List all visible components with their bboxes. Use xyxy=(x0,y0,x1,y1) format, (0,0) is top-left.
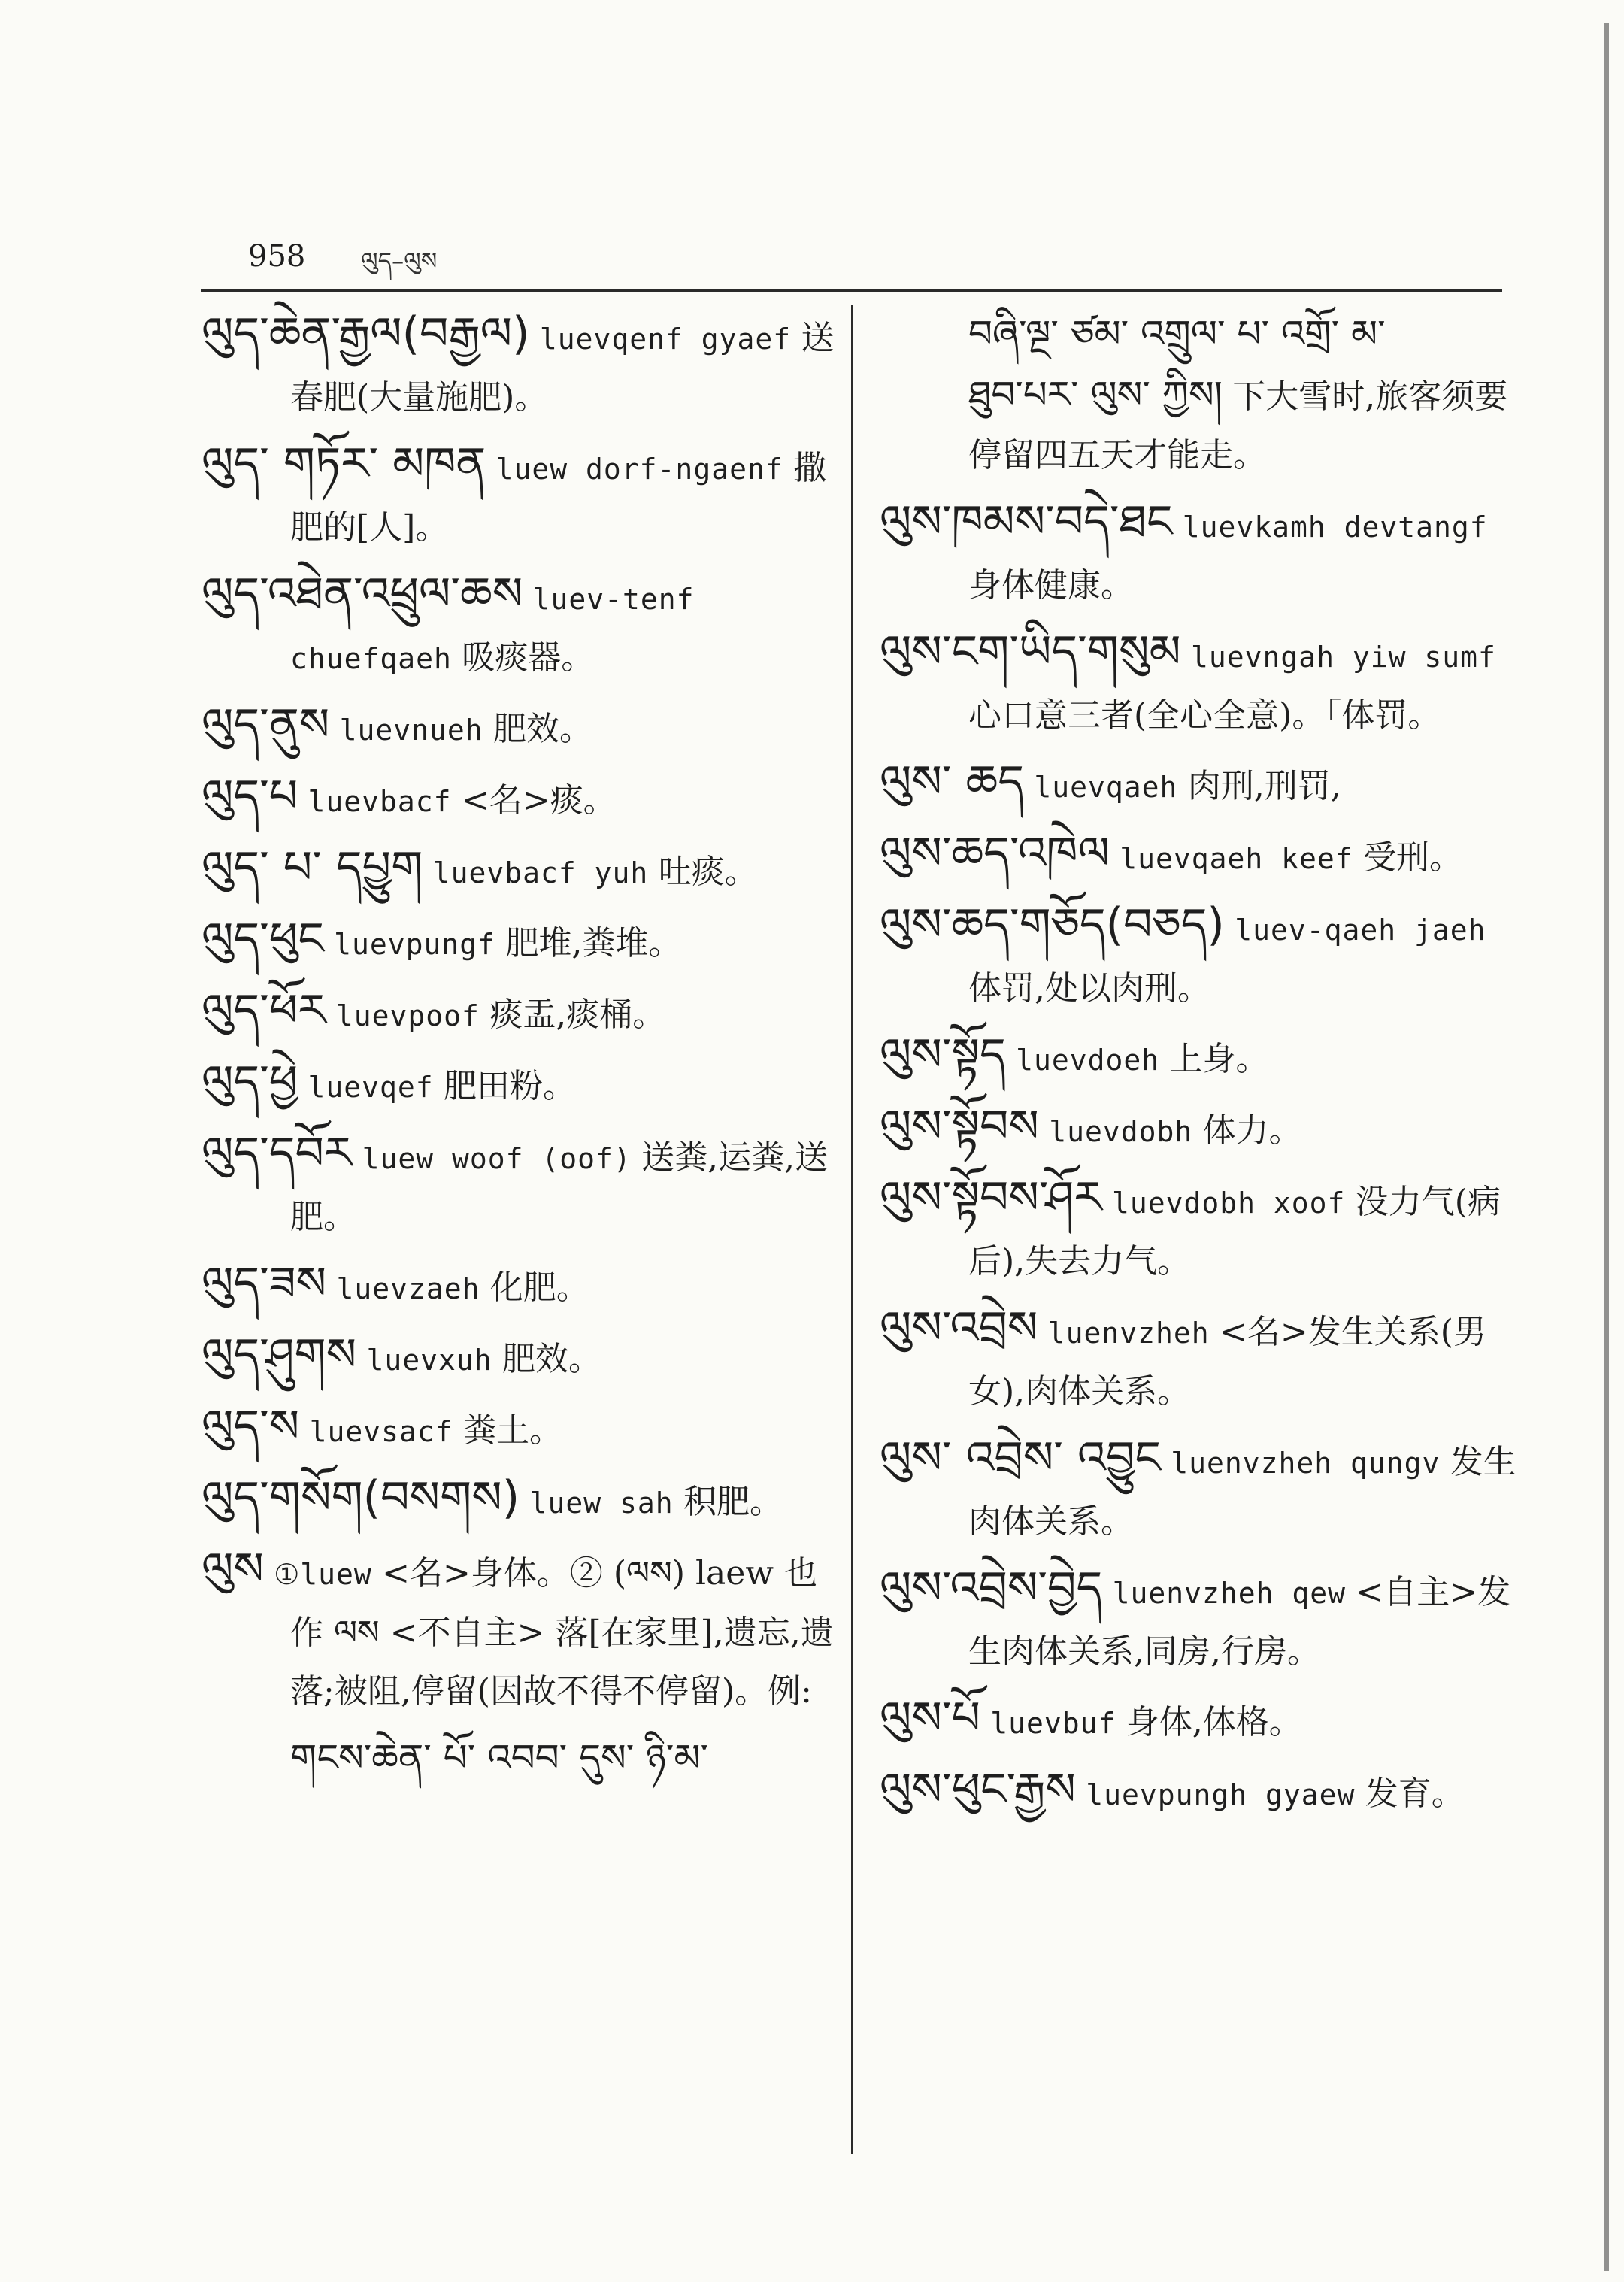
entry-transcription: luevzaeh xyxy=(336,1272,480,1305)
entry-transcription: luev-qaeh jaeh xyxy=(1235,914,1486,947)
entry-gloss: 肥田粉。 xyxy=(444,1067,577,1105)
entry-headword: ལུད་འཐེན་འཕྲུལ་ཆས xyxy=(201,568,523,620)
entry-gloss: 上身。 xyxy=(1169,1040,1269,1078)
entry-headword: ལུས་པོ xyxy=(880,1692,980,1744)
entry-transcription: luevqenf gyaef xyxy=(539,323,792,356)
example-sentence-start xyxy=(290,1729,841,1790)
column-divider xyxy=(851,305,853,2154)
entry-gloss: 粪土。 xyxy=(462,1411,562,1450)
entry-headword: ལུས་སྟོབས་ཤོར xyxy=(880,1171,1102,1224)
entry-transcription: luevqef xyxy=(308,1071,434,1104)
entry-headword: ལུས xyxy=(201,1543,264,1596)
entry-transcription: ①luew xyxy=(274,1558,372,1591)
entry-headword: ལུས་ཆད་གཅོད(བཅད) xyxy=(880,899,1225,951)
example-sentence-continued xyxy=(968,305,1519,485)
dictionary-entry xyxy=(201,910,841,974)
page-edge-shadow xyxy=(1604,23,1609,2271)
entry-transcription: luevnueh xyxy=(339,714,483,747)
dictionary-entry xyxy=(201,838,841,902)
entry-gloss: 肥堆,粪堆。 xyxy=(505,924,682,962)
dictionary-entry xyxy=(880,1760,1519,1824)
dictionary-entry xyxy=(880,1299,1519,1421)
entry-gloss: 肥效。 xyxy=(492,710,592,748)
entry-headword: ལུད་ཕྱེ xyxy=(201,1056,298,1108)
entry-gloss: 身体健康。 xyxy=(968,566,1134,605)
entry-headword: ལུད་པ xyxy=(201,770,298,823)
entry-gloss: 化肥。 xyxy=(489,1268,589,1307)
guide-words: ལུད–ལུས xyxy=(361,247,438,275)
entry-headword: ལུད་ཕོར xyxy=(201,984,326,1037)
dictionary-entry xyxy=(880,1429,1519,1551)
example-tibetan-line1: བཞི་ལྔ་ ཙམ་ འགྲུལ་ པ་ འགྲོ་ མ་ xyxy=(968,312,1386,356)
entry-transcription: luevqaeh xyxy=(1034,771,1178,804)
entry-headword: ལུད་ནུས xyxy=(201,699,330,751)
dictionary-entry xyxy=(880,1168,1519,1291)
entry-gloss: 撒肥的[人]。 xyxy=(290,449,827,547)
dictionary-entry xyxy=(880,753,1519,817)
entry-gloss: <名>痰。 xyxy=(461,781,617,820)
entry-gloss: 发育。 xyxy=(1365,1774,1465,1813)
entry-transcription: luenvzheh xyxy=(1047,1317,1210,1350)
dictionary-entry xyxy=(880,623,1519,745)
entry-gloss: 受刑。 xyxy=(1363,838,1463,877)
dictionary-entry xyxy=(880,824,1519,888)
entry-gloss: 身体,体格。 xyxy=(1126,1703,1302,1741)
example-translation: 下大雪时,旅客须要停留四五天才能走。 xyxy=(968,377,1508,474)
entry-gloss: 吐痰。 xyxy=(658,853,758,891)
entry-headword: ལུད་དབོར xyxy=(201,1127,353,1180)
entry-gloss: <自主>发生肉体关系,同房,行房。 xyxy=(968,1573,1511,1671)
dictionary-entry xyxy=(201,767,841,831)
dictionary-entry xyxy=(880,896,1519,1018)
entry-gloss: 送春肥(大量施肥)。 xyxy=(290,319,835,417)
entry-transcription: luevbacf xyxy=(308,785,452,818)
entry-headword: ལུད་ གཏོར་ མཁན xyxy=(201,438,486,490)
entry-headword: ལུད་གསོག(བསགས) xyxy=(201,1471,520,1524)
header-rule xyxy=(201,289,1502,292)
entry-headword: ལུད་ཕུང xyxy=(201,913,324,965)
dictionary-entry xyxy=(880,1097,1519,1161)
left-column xyxy=(201,305,841,1797)
dictionary-entry xyxy=(880,1559,1519,1681)
entry-transcription: luew sah xyxy=(529,1486,674,1520)
entry-gloss: 体力。 xyxy=(1202,1111,1302,1150)
dictionary-entry xyxy=(201,565,841,688)
entry-headword: ལུས་ ཆད xyxy=(880,756,1024,808)
entry-gloss: 心口意三者(全心全意)。「体罚。 xyxy=(968,696,1441,735)
entry-headword: ལུད་ཤུགས xyxy=(201,1329,357,1381)
entry-headword: ལུས་འབྲེས་བྱེད xyxy=(880,1562,1103,1614)
entry-headword: ལུས་ འབྲེས་ འབྱུང xyxy=(880,1432,1161,1484)
entry-gloss: 痰盂,痰桶。 xyxy=(489,996,666,1034)
entry-transcription: luevpungh gyaew xyxy=(1086,1778,1356,1811)
entry-transcription: luevdoeh xyxy=(1016,1044,1160,1077)
example-tibetan: གངས་ཆེན་ པོ་ འབབ་ དུས་ ཉི་མ་ xyxy=(290,1736,709,1780)
entry-transcription: luevqaeh keef xyxy=(1120,842,1353,875)
entry-gloss: 肉刑,刑罚, xyxy=(1187,767,1341,805)
entry-headword: ལུད་ཟས xyxy=(201,1257,327,1310)
entry-gloss: 发生肉体关系。 xyxy=(968,1443,1516,1541)
dictionary-entry xyxy=(201,1254,841,1318)
entry-headword: ལུས་སྟོབས xyxy=(880,1100,1039,1153)
right-column xyxy=(880,305,1519,1832)
entry-headword: ལུད་ས xyxy=(201,1400,300,1453)
entry-transcription: luevpungf xyxy=(334,928,496,961)
dictionary-entry xyxy=(201,981,841,1045)
dictionary-entry xyxy=(880,1689,1519,1753)
dictionary-entry xyxy=(201,1124,841,1247)
entry-transcription: luew dorf-ngaenf xyxy=(495,453,783,486)
dictionary-entry xyxy=(201,1540,841,1721)
entry-transcription: luevdobh xyxy=(1049,1115,1193,1148)
dictionary-entry xyxy=(880,1026,1519,1089)
entry-transcription: luevdobh xoof xyxy=(1111,1186,1346,1220)
entry-headword: ལུས་ཕུང་རྒྱས xyxy=(880,1763,1076,1816)
entry-headword: ལུས་ཆད་འཁེལ xyxy=(880,827,1110,880)
entry-transcription: luenvzheh qungv xyxy=(1171,1447,1441,1480)
dictionary-entry xyxy=(201,1468,841,1532)
entry-transcription: luenvzheh qew xyxy=(1112,1577,1347,1610)
entry-gloss: 吸痰器。 xyxy=(462,638,595,677)
entry-gloss: <名>发生关系(男女),肉体关系。 xyxy=(968,1313,1486,1411)
entry-gloss: 送粪,运粪,送肥。 xyxy=(290,1138,829,1236)
entry-transcription: luevngah yiw sumf xyxy=(1190,641,1496,674)
entry-transcription: luevxuh xyxy=(366,1344,492,1377)
entry-transcription: luevsacf xyxy=(309,1415,453,1448)
entry-headword: ལུས་ངག་ཡིད་གསུམ xyxy=(880,626,1181,678)
dictionary-entry xyxy=(201,305,841,427)
entry-transcription: luevpoof xyxy=(335,999,480,1032)
entry-headword: ལུས་སྟོད xyxy=(880,1029,1006,1081)
entry-gloss: <名>身体。② (ལས) laew 也作 ལས <不自主> 落[在家里],遗忘,遗落;被阻,停留(因故不得不停留)。例: xyxy=(290,1554,834,1711)
example-tibetan-line2: ཐུབ་པར་ ལུས་ ཀྱིས། xyxy=(968,373,1223,417)
dictionary-entry xyxy=(201,435,841,557)
entry-transcription: luev-tenf chuefqaeh xyxy=(290,583,695,675)
dictionary-entry xyxy=(880,492,1519,615)
entry-headword: ལུད་ཆེན་རྒྱལ(བརྒྱལ) xyxy=(201,308,530,360)
entry-headword: ལུས་ཁམས་བདེ་ཐང xyxy=(880,495,1173,548)
entry-transcription: luevbacf yuh xyxy=(432,856,649,889)
entry-transcription: luevbuf xyxy=(990,1707,1116,1740)
entry-headword: ལུད་ པ་ དཔྱུག xyxy=(201,841,423,894)
entry-gloss: 积肥。 xyxy=(683,1483,783,1521)
entry-gloss: 没力气(病后),失去力气。 xyxy=(968,1183,1501,1280)
entry-transcription: luew woof (oof) xyxy=(362,1142,632,1175)
entry-gloss: 体罚,处以肉刑。 xyxy=(968,969,1210,1008)
dictionary-entry xyxy=(201,1326,841,1390)
entry-gloss: 肥效。 xyxy=(502,1340,602,1378)
entry-headword: ལུས་འབྲེས xyxy=(880,1302,1038,1354)
dictionary-entry xyxy=(201,1053,841,1117)
entry-transcription: luevkamh devtangf xyxy=(1182,511,1488,544)
dictionary-entry xyxy=(201,696,841,759)
page-number: 958 xyxy=(248,239,306,274)
dictionary-entry xyxy=(201,1397,841,1461)
